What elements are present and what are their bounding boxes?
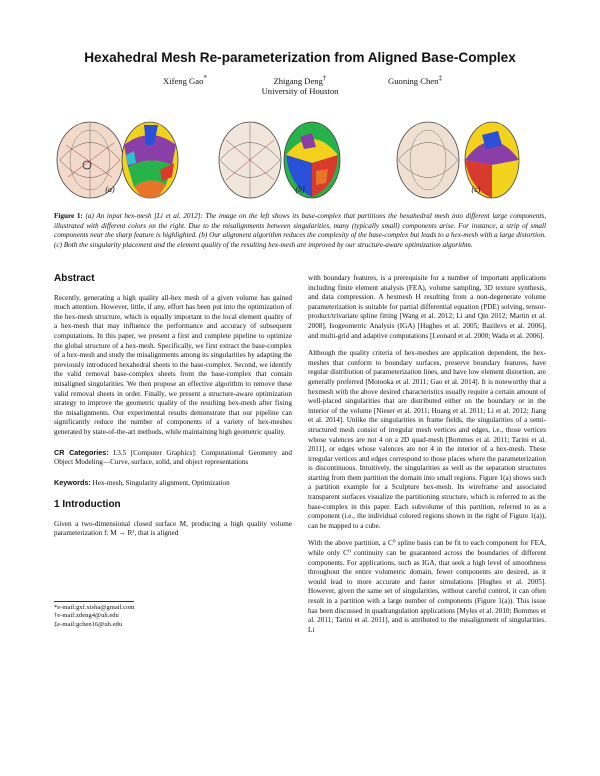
figure-label-b: (b) [295, 185, 305, 194]
cr-categories: CR Categories: I.3.5 [Computer Graphics]: Computational Geometry and Object Modeling—Curve, surface, solid, and object representations [54, 447, 292, 467]
author-2: Zhigang Deng† [273, 74, 327, 86]
author-3: Guoning Chen‡ [388, 74, 442, 86]
figure-label-a: (a) [105, 185, 115, 194]
right-paragraph-3: With the above partition, a C⁰ spline basis can be fit to each component for FEA, while only C⁰ continuity can be guaranteed across the boundaries of different components. For applications, such as IGA, that seek a high level of smoothness throughout the entire volumetric domain, fewer components are desired, as it would lead to more accurate and faster simulations [Hughes et al. 2005]. However, given the same set of singularities, without careful control, it can often result in a partition with a large number of components (Figure 1(a)). This issue has been discussed in quadrangulation applications [Myles et al. 2010; Bommes et al. 2011; Tarini et al. 2011], and is attributed to the misalignment of singularities. Li [308, 539, 546, 634]
intro-paragraph: Given a two-dimensional closed surface M, producing a high quality volume parameterization f: M → R³, that is aligned [54, 519, 292, 538]
right-paragraph-2: Although the quality criteria of hex-meshes are application dependent, the hex-meshes that conform to boundary surfaces, preserve boundary features, have regular distribution of parameterization lines, and have low element distortion, are generally preferred [Motooka et al. 2011; Gao et al. 2014]. It is noteworthy that a hexmesh with the above desired characteristics usually require a certain amount of well-placed singularities that are distributed either on the boundary or in the interior of the volume [Nieser et al. 2011; Huang et al. 2011; Li et al. 2012; Jiang et al. 2014]. Unlike the singularities in frame fields, the singularities of a semi-structured mesh consist of irregular mesh vertices and edges, i.e., those vertices whose valences are not 4 on a 2D quad-mesh [Bommes et al. 2011; Tarini et al. 2011], or edges whose valences are not 4 in the interior of a hex-mesh. These irregular vertices and edges correspond to those places where the parameterization is discontinuous. Intuitively, the singularities as well as the separation structures starting from them partition the domain into small regions. Figure 1(a) shows such a partition example for a Sculpture hex-mesh. Its wireframe and associated transparent surfaces visualize the partitioning structure, which is referred to as the base-complex in this paper. Each subvolume of this partition, referred to as a component (i.e., the individual colored regions shown in the right of Figure 1(a)), can be mapped to a cube. [308, 349, 546, 530]
keywords: Keywords: Hex-mesh, Singularity alignment, Optimization [54, 477, 230, 487]
footnote-1: *e-mail:gxf.xisha@gmail.com [54, 604, 135, 611]
abstract-heading: Abstract [54, 273, 95, 284]
abstract-text: Recently, generating a high quality all-hex mesh of a given volume has gained much attention. However, little, if any, effort has been put into the optimization of the hex-mesh structure, which is equally important to the local element quality of a hex-mesh that may influence the performance and accuracy of subsequent computations. In this paper, we present a first and complete pipeline to optimize the global structure of a hex-mesh. Specifically, we first extract the base-complex of a hex-mesh and study the misalignments among its singularities by adapting the previously introduced hexahedral sheets to the base-complex. Second, we identify the valid removal base-complex sheets from the base-complex that contain misaligned singularities. We then propose an effective algorithm to remove these valid removal sheets in order. Finally, we present a structure-aware optimization strategy to improve the geometric quality of the resulting hex-mesh after fixing the misalignments. Our experimental results demonstrate that our pipeline can significantly reduce the number of components of a variety of hex-meshes generated by state-of-the-art methods, while maintaining high geometric quality. [54, 293, 292, 436]
paper-title: Hexahedral Mesh Re-parameterization from Aligned Base-Complex [84, 50, 516, 65]
right-column [308, 274, 546, 643]
author-1: Xifeng Gao* [163, 74, 207, 86]
figure-label-c: (c) [471, 185, 481, 194]
right-paragraph-1: with boundary features, is a prerequisite for a number of important applications including finite element analysis (FEA), volume sampling, 3D texture synthesis, and data compression. A hexmesh H resulting from a non-degenerate volume parameterization is suitable for partial differential equation (PDE) solving, tensor-product/trivariate spline fitting [Wang et al. 2012; Li and Qin 2012; Martin et al. 2008], Isogeometric Analysis (IGA) [Hughes et al. 2005; Bazilevs et al. 2006], and multi-grid and adaptive computations [Leonard et al. 2000; Wada et al. 2006]. [308, 274, 546, 340]
figure-caption: Figure 1: (a) An input hex-mesh [Li et al. 2012]: The image on the left shows its base-complex that partitions the hexahedral mesh into different large components, illustrated with different colors on the right. Due to the misalignments between singularities, many (typically small) components arise. For instance, a strip of small components near the sharp feature is highlighted. (b) Our alignment algorithm reduces the complexity of the base-complex but leads to a hex-mesh with a large distortion. (c) Both the singularity placement and the element quality of the resulting hex-mesh are improved by our structure-aware optimization algorithm. [54, 212, 547, 249]
footnote-2: †e-mail:zdeng4@uh.edu [54, 612, 119, 620]
footnotes [54, 604, 134, 629]
figure-panel-c [394, 115, 520, 205]
affiliation: University of Houston [261, 86, 339, 96]
figure-panel-b [216, 115, 342, 205]
intro-heading: 1 Introduction [54, 499, 121, 511]
footnote-rule [54, 601, 134, 602]
left-column [54, 274, 292, 547]
footnote-3: ‡e-mail:gchen16@uh.edu [54, 620, 123, 628]
